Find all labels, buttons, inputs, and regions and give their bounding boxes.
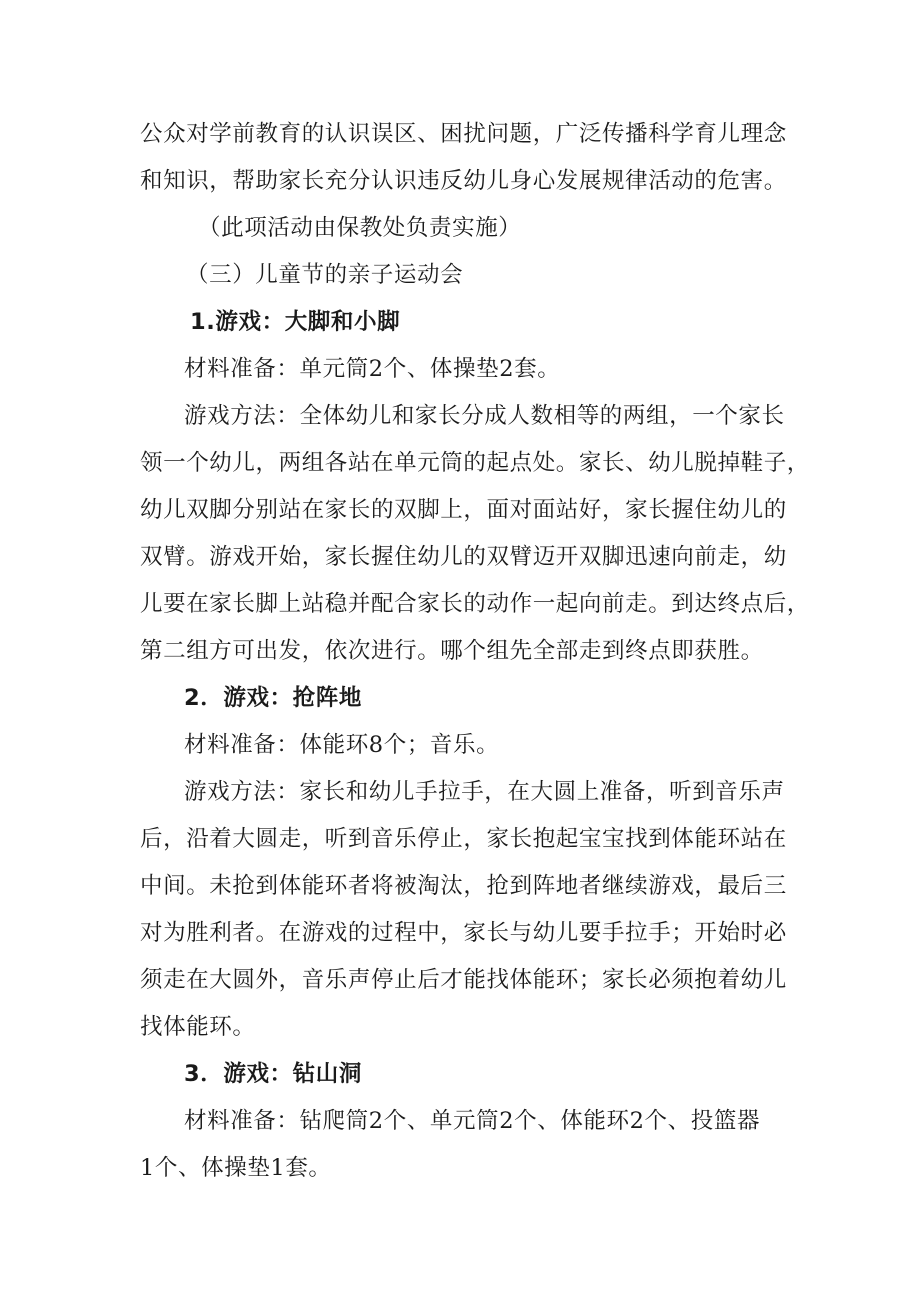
game-1-method-line: 领一个幼儿，两组各站在单元筒的起点处。家长、幼儿脱掉鞋子， (140, 450, 810, 476)
game-1-method-line: 双臂。游戏开始，家长握住幼儿的双臂迈开双脚迅速向前走，幼 (140, 544, 787, 570)
game-2-method-line: 须走在大圆外，音乐声停止后才能找体能环；家长必须抱着幼儿 (140, 967, 787, 993)
game-3-materials: 材料准备：钻爬筒2个、单元筒2个、体能环2个、投篮器 (184, 1108, 761, 1134)
game-1-heading: 1.游戏：大脚和小脚 (190, 309, 401, 335)
game-2-method-line: 游戏方法：家长和幼儿手拉手，在大圆上准备，听到音乐声 (184, 779, 785, 805)
game-2-method-line: 找体能环。 (140, 1014, 256, 1040)
paragraph-line: 公众对学前教育的认识误区、困扰问题，广泛传播科学育儿理念 (140, 121, 787, 147)
section-heading: （三）儿童节的亲子运动会 (186, 262, 464, 288)
game-3-heading: 3．游戏：钻山洞 (184, 1061, 362, 1087)
game-1-method-line: 幼儿双脚分别站在家长的双脚上，面对面站好，家长握住幼儿的 (140, 497, 787, 523)
game-2-method-line: 中间。未抢到体能环者将被淘汰，抢到阵地者继续游戏，最后三 (140, 873, 787, 899)
game-1-method-line: 游戏方法：全体幼儿和家长分成人数相等的两组，一个家长 (184, 403, 785, 429)
game-2-method-line: 对为胜利者。在游戏的过程中，家长与幼儿要手拉手；开始时必 (140, 920, 787, 946)
game-1-materials: 材料准备：单元筒2个、体操垫2套。 (184, 356, 561, 382)
game-2-materials: 材料准备：体能环8个；音乐。 (184, 732, 500, 758)
game-2-heading: 2．游戏：抢阵地 (184, 685, 362, 711)
paragraph-line: 和知识，帮助家长充分认识违反幼儿身心发展规律活动的危害。 (140, 168, 787, 194)
game-2-method-line: 后，沿着大圆走，听到音乐停止，家长抱起宝宝找到体能环站在 (140, 826, 787, 852)
game-1-method-line: 第二组方可出发，依次进行。哪个组先全部走到终点即获胜。 (140, 638, 764, 664)
note-line: （此项活动由保教处负责实施） (198, 215, 522, 241)
game-1-method-line: 儿要在家长脚上站稳并配合家长的动作一起向前走。到达终点后， (140, 591, 810, 617)
game-3-materials-cont: 1个、体操垫1套。 (140, 1155, 332, 1181)
